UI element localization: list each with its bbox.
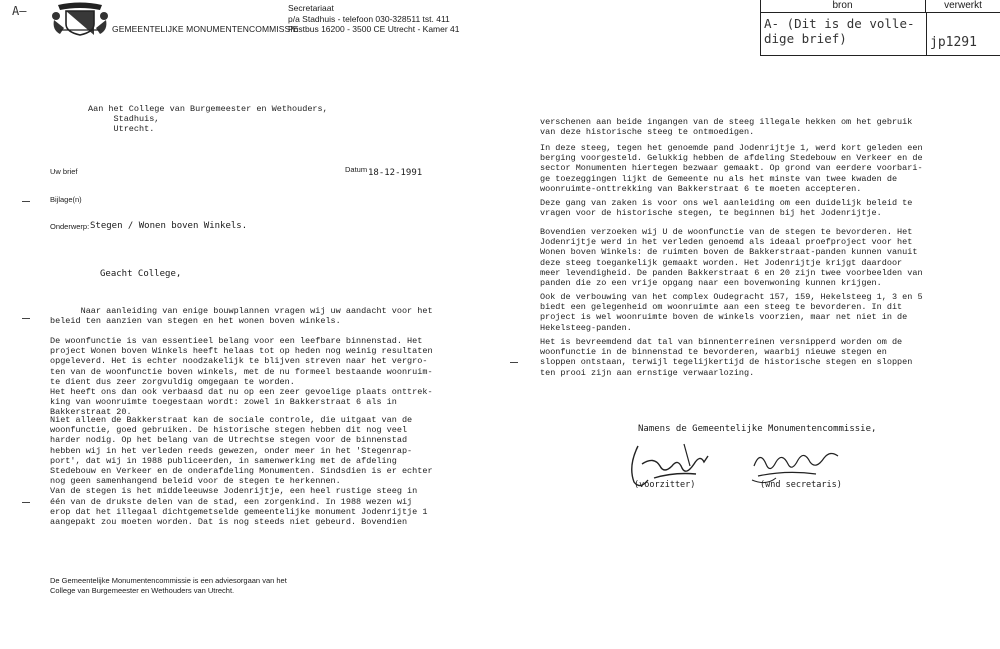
letter-paragraph: Bovendien verzoeken wij U de woonfunctie van de stegen te bevorderen. Het Jodenrijtje werd in het verleden genoemd als ideaal proefproject voor het Wonen boven Winkels: de ruimten boven de Bakkerstraat-panden kunnen vanuit deze steeg toegankelijk gemaakt worden. Het Jodenrijtje krijgt daardoor meer levendigheid. De panden Bakkerstraat 6 en 20 zijn twee voorbeelden van panden die zo een vrije opgang naar een bovenwoning kunnen krijgen. [540, 227, 923, 289]
archive-col-verwerkt: verwerkt [944, 0, 982, 11]
letter-greeting: Geacht College, [100, 269, 182, 279]
letter-paragraph: Het is bevreemdend dat tal van binnenterreinen versnipperd worden om de woonfunctie in de binnenstad te bevorderen, waarbij nieuwe stegen en sloppen ontstaan, terwijl tegelijkertijd de historische stegen en sloppen ten prooi zijn aan ernstige verwaarlozing. [540, 337, 913, 378]
letter-paragraph: Ook de verbouwing van het complex Oudegracht 157, 159, Hekelsteeg 1, 3 en 5 biedt een gelegenheid om woonruimte aan een steeg te bevorderen. In dit project is wel woonruimte boven de winkels voorzien, maar net niet in de Hekelsteeg-panden. [540, 292, 923, 333]
letter-paragraph: Naar aanleiding van enige bouwplannen vragen wij uw aandacht voor het beleid ten aanzien van stegen en het wonen boven winkels. [50, 306, 433, 327]
archive-col-bron: bron [760, 0, 926, 12]
margin-fold-mark [22, 318, 30, 319]
letter-paragraph: verschenen aan beide ingangen van de steeg illegale hekken om het gebruik van deze historische steeg te ontmoedigen. [540, 117, 913, 138]
footer-line: College van Burgemeester en Wethouders van Utrecht. [50, 586, 235, 595]
footer-line: De Gemeentelijke Monumentencommissie is een adviesorgaan van het [50, 576, 287, 585]
secretariat-postbox: Postbus 16200 - 3500 CE Utrecht - Kamer 41 [288, 24, 460, 35]
archive-stamp-divider [926, 13, 927, 56]
letter-closing: Namens de Gemeentelijke Monumentencommissie, [638, 424, 877, 434]
signatory-role-chairman: (voorzitter) [634, 480, 696, 490]
uw-brief-label: Uw brief [50, 167, 78, 176]
signatory-role-secretary: (wnd secretaris) [760, 480, 842, 490]
margin-fold-mark [22, 502, 30, 503]
datum-value: 18-12-1991 [368, 168, 423, 178]
secretariat-phone: p/a Stadhuis - telefoon 030-328511 tst. 411 [288, 13, 450, 24]
organisation-name: GEMEENTELIJKE MONUMENTENCOMMISSIE [112, 24, 299, 34]
utrecht-coat-of-arms-logo [50, 2, 110, 36]
archive-code: jp1291 [930, 35, 977, 50]
archive-stamp-header [760, 0, 1000, 13]
letter-paragraph: In deze steeg, tegen het genoemde pand Jodenrijtje 1, werd kort geleden een berging voorgesteld. Gelukkig hebben de afdeling Stedebouw en Verkeer en de sector Monumenten hiertegen bezwaar gemaakt. Op grond van eerdere voorbari- ge toezeggingen lijkt de Gemeente nu als het minste van twee kwaden de woonruimte-onttrekking van Bakkerstraat 6 te moeten accepteren. [540, 143, 923, 194]
secretariat-title: Secretariaat [288, 3, 334, 13]
letter-paragraph: Niet alleen de Bakkerstraat kan de sociale controle, die uitgaat van de woonfunctie, goed gebruiken. De historische stegen hebben dit nog veel harder nodig. Op het belang van de Utrechtse stegen voor de binnenstad hebben wij in het verleden reeds gewezen, onder meer in het 'Stegenrap- port', dat wij in 1988 publiceerden, in samenwerking met de afdeling Stedebouw en Verkeer en de onderafdeling Monumenten. Sindsdien is er echter nog geen samenhangend beleid voor de stegen te herkennen. Van de stegen is het middeleeuwse Jodenrijtje, een heel rustige steeg in één van de drukste delen van de stad, een zorgenkind. In 1988 wezen wij erop dat het illegaal dichtgemetselde gemeentelijke monument Jodenrijtje 1 aangepakt zou moeten worden. Dat is nog steeds niet gebeurd. Bovendien [50, 415, 433, 528]
letter-paragraph: Deze gang van zaken is voor ons wel aanleiding om een duidelijk beleid te vragen voor de historische stegen, te beginnen bij het Jodenrijtje. [540, 198, 913, 219]
onderwerp-label: Onderwerp: [50, 222, 90, 231]
margin-fold-mark [22, 201, 30, 202]
document-code-mark: A— [12, 4, 27, 18]
bijlage-label: Bijlage(n) [50, 195, 82, 204]
datum-label: Datum [345, 165, 368, 174]
recipient-address: Aan het College van Burgemeester en Wethouders, Stadhuis, Utrecht. [88, 104, 328, 135]
archive-handwritten-note: A- (Dit is de volle- dige brief) [764, 16, 915, 46]
secretariat-address-block [288, 3, 460, 35]
letter-paragraph: De woonfunctie is van essentieel belang voor een leefbare binnenstad. Het project Wonen boven Winkels heeft helaas tot op heden nog weinig resultaten opgeleverd. Het is echter noodzakelijk te blijven streven naar het vergro- ten van de woonfunctie boven winkels, met de nu formeel bestaande woonruim- te dient dus zeer zorgvuldig omgegaan te worden. Het heeft ons dan ook verbaasd dat nu op een zeer gevoelige plaats onttrek- king van woonruimte toegestaan wordt: zowel in Bakkerstraat 6 als in Bakkerstraat 20. [50, 336, 433, 418]
onderwerp-value: Stegen / Wonen boven Winkels. [90, 221, 248, 231]
margin-fold-mark [510, 362, 518, 363]
letter-footer [50, 576, 287, 596]
